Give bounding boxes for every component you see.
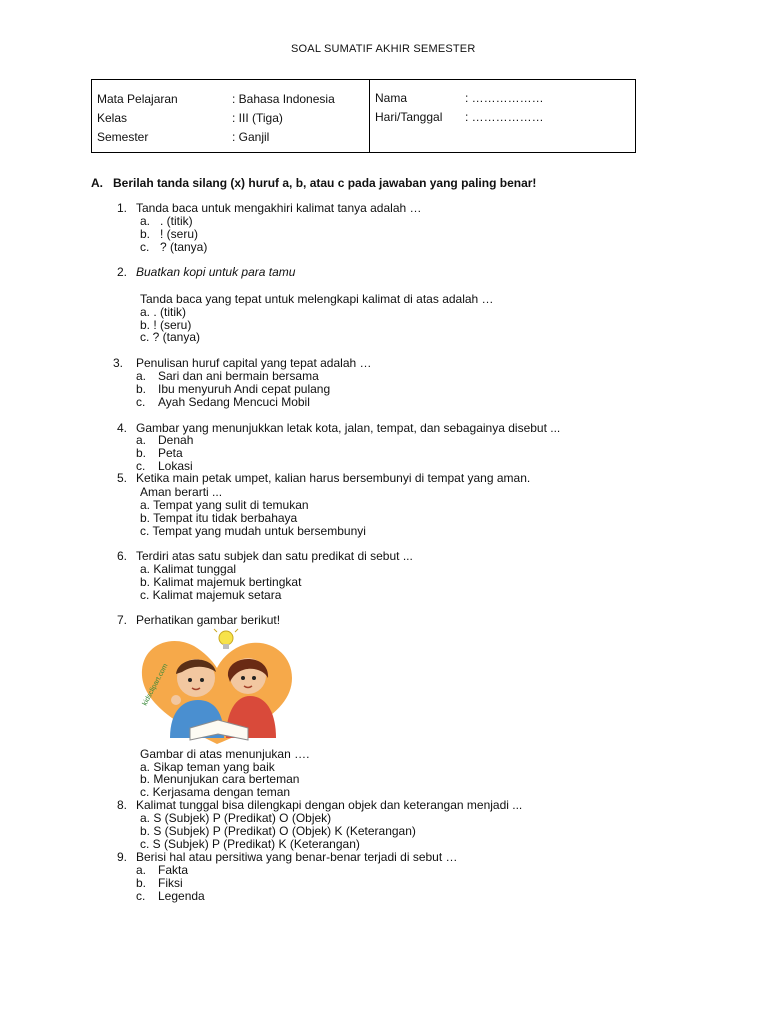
question-text: Penulisan huruf capital yang tepat adalah …: [136, 356, 372, 370]
question-text: Perhatikan gambar berikut!: [136, 613, 281, 627]
question-number: 8.: [117, 798, 128, 812]
question-number: 1.: [117, 201, 128, 215]
lightbulb-icon: [214, 629, 238, 649]
question-number: 4.: [117, 421, 128, 435]
question-text: Gambar di atas menunjukan ….: [140, 747, 310, 761]
option-letter: b.: [136, 382, 147, 396]
option-text: Fiksi: [158, 876, 183, 890]
question-number: 7.: [117, 613, 128, 627]
page-title: SOAL SUMATIF AKHIR SEMESTER: [291, 43, 476, 55]
subject-value: : Bahasa Indonesia: [232, 92, 335, 106]
option-letter: b.: [136, 446, 147, 460]
option: c. Kerjasama dengan teman: [140, 785, 291, 799]
option: a. . (titik): [140, 305, 187, 319]
option-text: Legenda: [158, 889, 205, 903]
option-text: Ayah Sedang Mencuci Mobil: [158, 395, 310, 409]
option-text: . (titik): [160, 214, 193, 228]
section-marker: A.: [91, 176, 103, 190]
name-label: Nama: [375, 91, 408, 105]
class-label: Kelas: [97, 111, 128, 125]
option-letter: a.: [136, 863, 147, 877]
option: a. Kalimat tunggal: [140, 562, 237, 576]
option: b. Menunjukan cara berteman: [140, 772, 300, 786]
option: b. Tempat itu tidak berbahaya: [140, 511, 298, 525]
question-text-continued: Aman berarti ...: [140, 485, 223, 499]
question-text: Tanda baca yang tepat untuk melengkapi kalimat di atas adalah …: [140, 292, 494, 306]
question-stimulus: Buatkan kopi untuk para tamu: [136, 265, 296, 279]
option-letter: c.: [136, 459, 146, 473]
question-text: Berisi hal atau persitiwa yang benar-benar terjadi di sebut …: [136, 850, 458, 864]
option-text: ! (seru): [160, 227, 199, 241]
option-text: Fakta: [158, 863, 189, 877]
date-blank: : ………………: [465, 110, 544, 124]
option: b. ! (seru): [140, 318, 192, 332]
date-label: Hari/Tanggal: [375, 110, 443, 124]
option: a. Sikap teman yang baik: [140, 760, 275, 774]
option-letter: c.: [136, 889, 146, 903]
question-text: Kalimat tunggal bisa dilengkapi dengan objek dan keterangan menjadi ...: [136, 798, 523, 812]
option-letter: c.: [136, 395, 146, 409]
question-number: 5.: [117, 471, 128, 485]
subject-label: Mata Pelajaran: [97, 92, 178, 106]
question-number: 3.: [113, 356, 124, 370]
name-blank: : ………………: [465, 91, 544, 105]
option: c. Kalimat majemuk setara: [140, 588, 282, 602]
question-text: Terdiri atas satu subjek dan satu predikat di sebut ...: [136, 549, 413, 563]
section-instruction: Berilah tanda silang (x) huruf a, b, atau c pada jawaban yang paling benar!: [113, 176, 537, 190]
question-text: Gambar yang menunjukkan letak kota, jalan, tempat, dan sebagainya disebut ...: [136, 421, 561, 435]
question-text: Ketika main petak umpet, kalian harus bersembunyi di tempat yang aman.: [136, 471, 531, 485]
friends-illustration: [138, 628, 296, 746]
option-text: Sari dan ani bermain bersama: [158, 369, 319, 383]
identity-table: [91, 79, 636, 153]
image-watermark: kidsclipart.com: [141, 662, 170, 707]
option-letter: a.: [140, 214, 151, 228]
option-text: Denah: [158, 433, 194, 447]
option-letter: a.: [136, 369, 147, 383]
option: c. ? (tanya): [140, 330, 201, 344]
option-letter: b.: [136, 876, 147, 890]
option: b. Kalimat majemuk bertingkat: [140, 575, 302, 589]
question-number: 6.: [117, 549, 128, 563]
option-text: Lokasi: [158, 459, 193, 473]
question-number: 2.: [117, 265, 128, 279]
option: c. Tempat yang mudah untuk bersembunyi: [140, 524, 366, 538]
option-text: Peta: [158, 446, 183, 460]
semester-label: Semester: [97, 130, 149, 144]
option-letter: a.: [136, 433, 147, 447]
option: b. S (Subjek) P (Predikat) O (Objek) K (Keterangan): [140, 824, 416, 838]
option-letter: c.: [140, 240, 150, 254]
option: a. Tempat yang sulit di temukan: [140, 498, 309, 512]
question-number: 9.: [117, 850, 128, 864]
option-letter: b.: [140, 227, 151, 241]
option: a. S (Subjek) P (Predikat) O (Objek): [140, 811, 332, 825]
identity-table-divider: [369, 80, 370, 153]
class-value: : III (Tiga): [232, 111, 283, 125]
option: c. S (Subjek) P (Predikat) K (Keterangan): [140, 837, 360, 851]
option-text: ? (tanya): [160, 240, 208, 254]
option-text: Ibu menyuruh Andi cepat pulang: [158, 382, 331, 396]
question-text: Tanda baca untuk mengakhiri kalimat tanya adalah …: [136, 201, 422, 215]
semester-value: : Ganjil: [232, 130, 270, 144]
